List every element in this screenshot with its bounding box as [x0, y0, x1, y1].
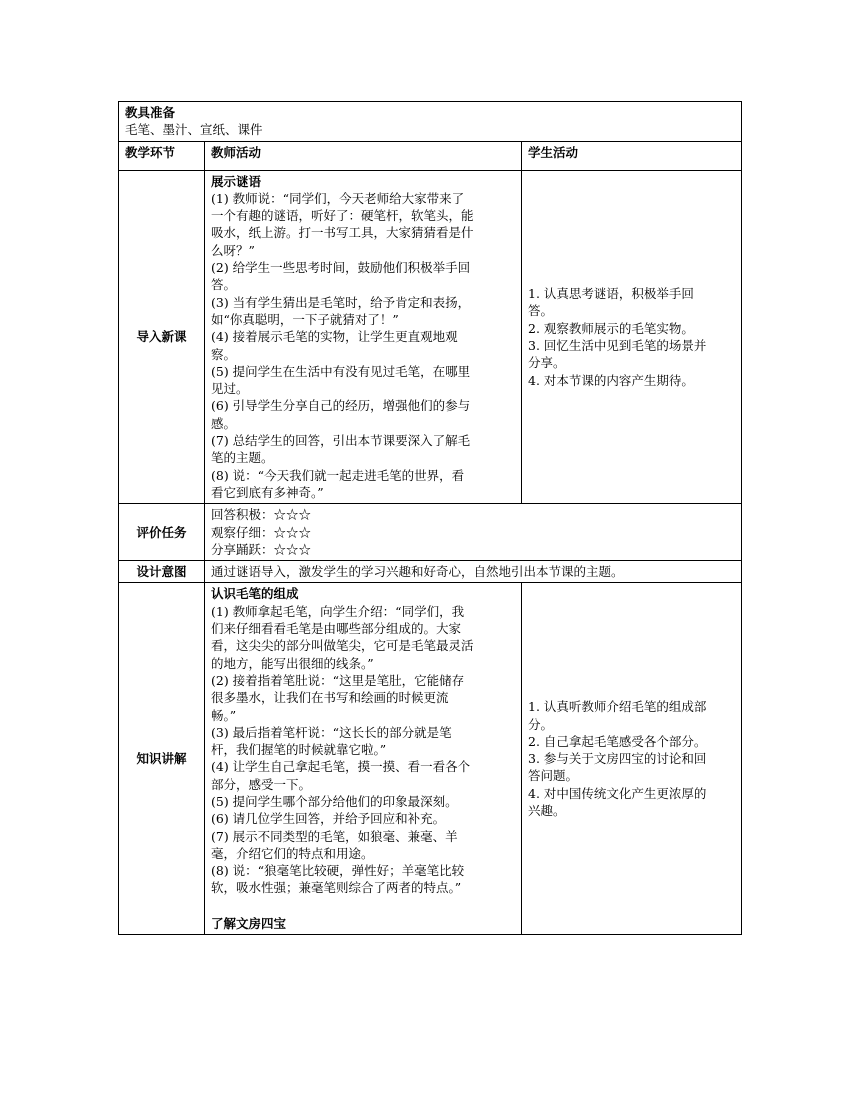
intro-row [119, 170, 742, 504]
intro-teacher-line: (6) 引导学生分享自己的经历，增强他们的参与 [211, 398, 471, 414]
knowledge-teacher-line: 毫，介绍它们的特点和用途。 [211, 845, 374, 861]
evaluation-line: 分享踊跃：☆☆☆ [211, 541, 312, 557]
design-text: 通过谜语导入，激发学生的学习兴趣和好奇心，自然地引出本节课的主题。 [205, 561, 742, 583]
intro-teacher-line: (4) 接着展示毛笔的实物，让学生更直观地观 [211, 329, 458, 345]
knowledge-teacher-line: 的地方，能写出很细的线条。” [211, 655, 374, 671]
knowledge-student-line: 4. 对中国传统文化产生更浓厚的 [528, 785, 707, 801]
knowledge-teacher-line: (1) 教师拿起毛笔，向学生介绍：“同学们，我 [211, 603, 465, 619]
header-teacher: 教师活动 [205, 141, 522, 170]
knowledge-student-line: 3. 参与关于文房四宝的讨论和回 [528, 751, 707, 767]
knowledge-teacher-line: (5) 提问学生哪个部分给他们的印象最深刻。 [211, 793, 458, 809]
knowledge-teacher-line: 软，吸水性强；兼毫笔则综合了两者的特点。” [211, 880, 462, 896]
intro-teacher-line: (8) 说：“今天我们就一起走进毛笔的世界，看 [211, 467, 465, 483]
intro-teacher-line: 看它到底有多神奇。” [211, 484, 324, 500]
intro-teacher-line: (7) 总结学生的回答，引出本节课要深入了解毛 [211, 433, 471, 449]
intro-teacher-line: 笔的主题。 [211, 450, 274, 466]
knowledge-stage-label: 知识讲解 [119, 583, 205, 935]
intro-teacher-line: 察。 [211, 346, 237, 362]
intro-student-line: 3. 回忆生活中见到毛笔的场景并 [528, 337, 707, 353]
prep-row [119, 102, 742, 142]
intro-student-cell [522, 170, 742, 504]
intro-teacher-line: (5) 提问学生在生活中有没有见过毛笔，在哪里 [211, 363, 471, 379]
knowledge-heading-2: 了解文房四宝 [211, 915, 287, 931]
spacer [211, 897, 515, 915]
knowledge-teacher-line: 很多墨水，让我们在书写和绘画的时候更流 [211, 690, 449, 706]
design-stage-label: 设计意图 [119, 561, 205, 583]
intro-student-line: 1. 认真思考谜语，积极举手回 [528, 286, 694, 302]
knowledge-student-cell [522, 583, 742, 935]
knowledge-teacher-line: (8) 说：“狼毫笔比较硬，弹性好；羊毫笔比较 [211, 863, 465, 879]
evaluation-stage-label: 评价任务 [119, 504, 205, 561]
knowledge-student-line: 2. 自己拿起毛笔感受各个部分。 [528, 733, 707, 749]
knowledge-teacher-line: (4) 让学生自己拿起毛笔，摸一摸、看一看各个 [211, 759, 471, 775]
intro-teacher-line: 一个有趣的谜语，听好了：硬笔杆，软笔头，能 [211, 208, 474, 224]
knowledge-student-line: 答问题。 [528, 768, 579, 784]
intro-teacher-line: (3) 当有学生猜出是毛笔时，给予肯定和表扬， [211, 294, 471, 310]
knowledge-teacher-line: 畅。” [211, 707, 237, 723]
intro-student-line: 答。 [528, 303, 554, 319]
knowledge-teacher-line: (6) 请几位学生回答，并给予回应和补充。 [211, 811, 446, 827]
header-stage: 教学环节 [119, 141, 205, 170]
knowledge-teacher-line: 看，这尖尖的部分叫做笔尖，它可是毛笔最灵活 [211, 638, 474, 654]
intro-teacher-line: (1) 教师说：“同学们，今天老师给大家带来了 [211, 190, 465, 206]
intro-teacher-line: 么呀？” [211, 242, 255, 258]
evaluation-row [119, 504, 742, 561]
prep-items: 毛笔、墨汁、宣纸、课件 [125, 122, 263, 138]
intro-student-line: 分享。 [528, 355, 566, 371]
lesson-plan-table [118, 101, 742, 935]
intro-teacher-cell [205, 170, 522, 504]
knowledge-teacher-line: 们来仔细看看毛笔是由哪些部分组成的。大家 [211, 621, 462, 637]
knowledge-row [119, 583, 742, 935]
knowledge-teacher-line: 杆，我们握笔的时候就靠它啦。” [211, 742, 387, 758]
evaluation-line: 回答积极：☆☆☆ [211, 507, 312, 523]
intro-teacher-line: 见过。 [211, 381, 249, 397]
header-row [119, 141, 742, 170]
intro-teacher-line: 答。 [211, 277, 237, 293]
intro-teacher-line: (2) 给学生一些思考时间，鼓励他们积极举手回 [211, 260, 471, 276]
lesson-plan-page [118, 101, 741, 935]
intro-teacher-line: 如“你真聪明，一下子就猜对了！” [211, 311, 399, 327]
intro-heading: 展示谜语 [211, 173, 262, 189]
intro-student-line: 2. 观察教师展示的毛笔实物。 [528, 320, 694, 336]
intro-teacher-line: 感。 [211, 415, 237, 431]
prep-cell [119, 102, 742, 142]
knowledge-teacher-line: (3) 最后指着笔杆说：“这长长的部分就是笔 [211, 724, 452, 740]
knowledge-teacher-cell [205, 583, 522, 935]
knowledge-student-line: 1. 认真听教师介绍毛笔的组成部 [528, 699, 707, 715]
prep-title: 教具准备 [125, 105, 176, 120]
knowledge-student-line: 兴趣。 [528, 802, 566, 818]
intro-teacher-line: 吸水，纸上游。打一书写工具，大家猜猜看是什 [211, 225, 474, 241]
knowledge-student-line: 分。 [528, 716, 554, 732]
header-student: 学生活动 [522, 141, 742, 170]
intro-stage-label: 导入新课 [119, 170, 205, 504]
evaluation-line: 观察仔细：☆☆☆ [211, 524, 312, 540]
knowledge-teacher-line: (7) 展示不同类型的毛笔，如狼毫、兼毫、羊 [211, 828, 458, 844]
design-row [119, 561, 742, 583]
knowledge-teacher-line: 部分，感受一下。 [211, 776, 312, 792]
evaluation-cell [205, 504, 742, 561]
knowledge-teacher-line: (2) 接着指着笔肚说：“这里是笔肚，它能储存 [211, 672, 465, 688]
knowledge-heading: 认识毛笔的组成 [211, 586, 299, 602]
intro-student-line: 4. 对本节课的内容产生期待。 [528, 372, 694, 388]
